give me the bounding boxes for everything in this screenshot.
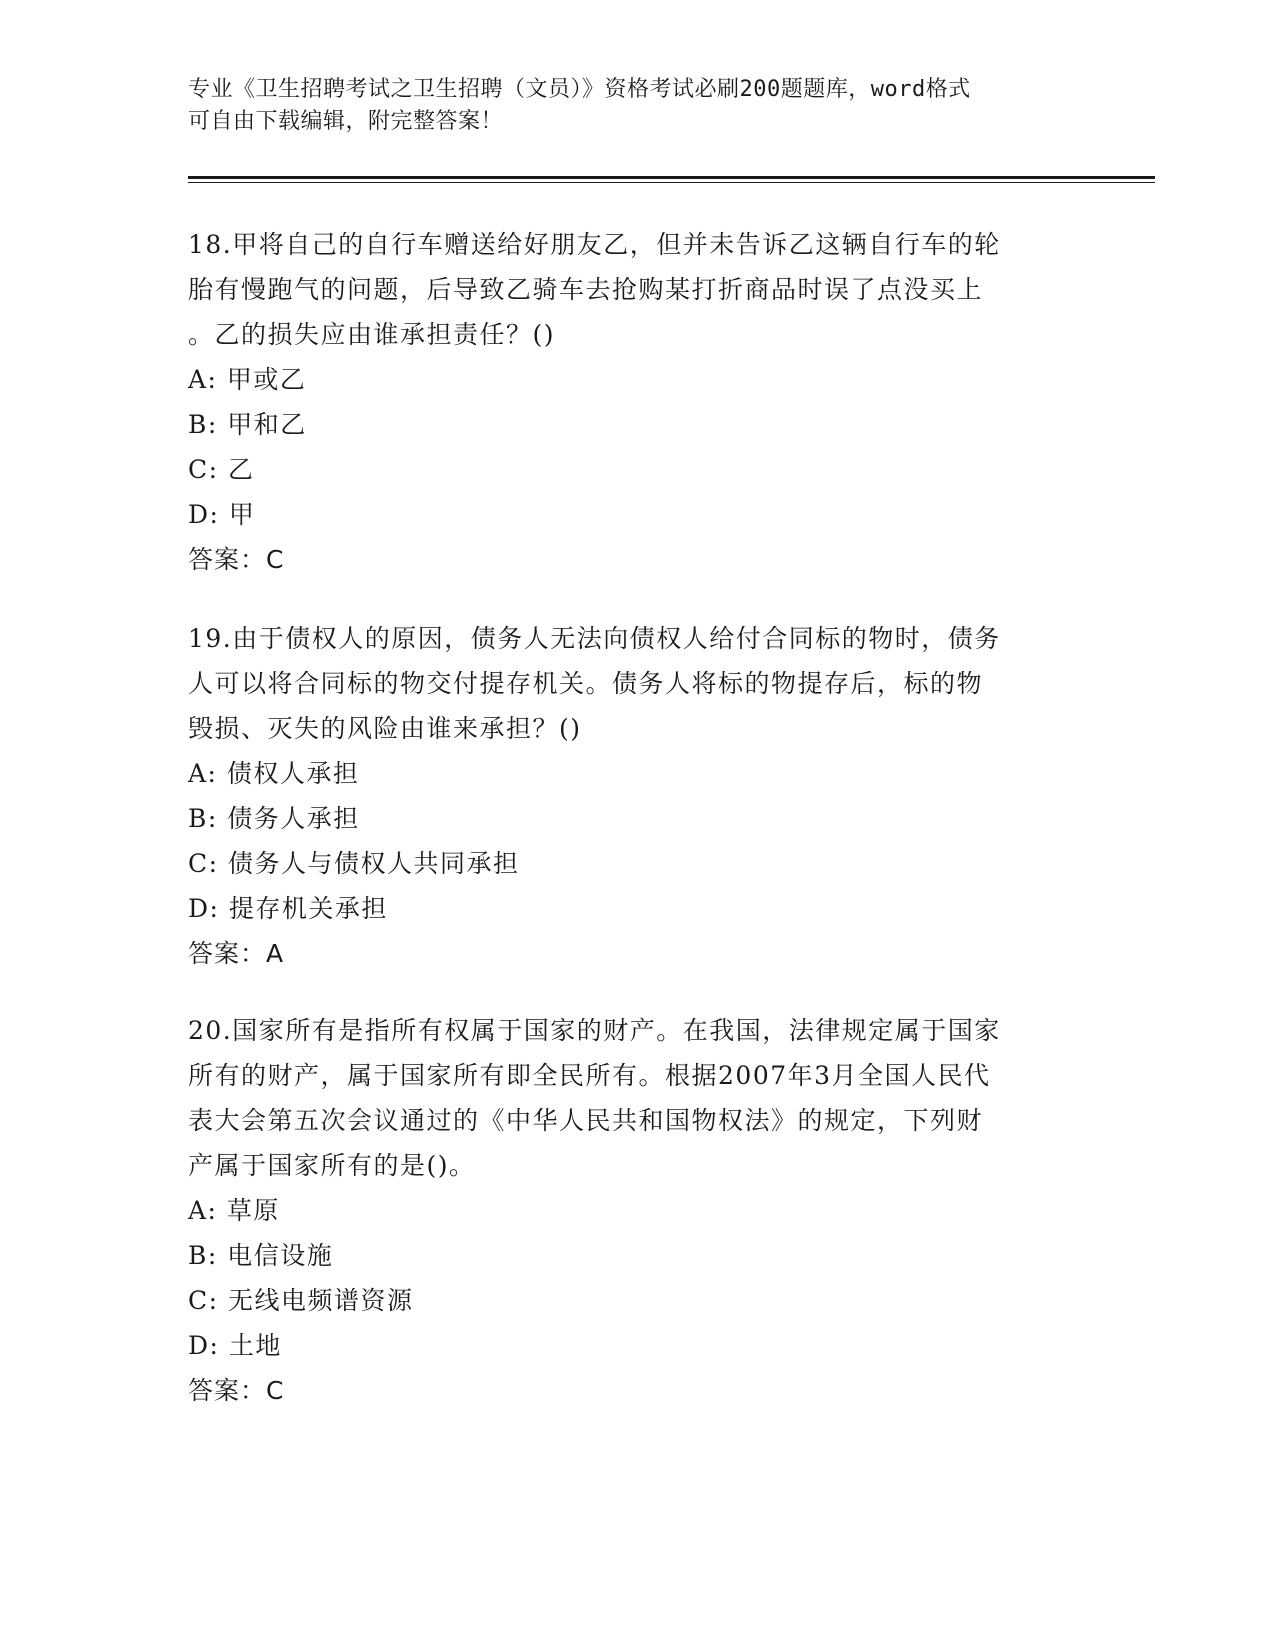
stem-line: 20.国家所有是指所有权属于国家的财产。在我国，法律规定属于国家 — [188, 1016, 1001, 1045]
option-a: A: 债权人承担 — [188, 759, 360, 788]
answer-line: 答案：C — [188, 1376, 285, 1405]
header-line-1: 专业《卫生招聘考试之卫生招聘（文员）》资格考试必刷200题题库，word格式 — [188, 77, 971, 102]
option-d: D: 甲 — [188, 500, 256, 529]
document-header — [188, 74, 1088, 138]
option-d: D: 提存机关承担 — [188, 894, 388, 923]
option-c: C: 债务人与债权人共同承担 — [188, 849, 520, 878]
header-line-2: 可自由下载编辑，附完整答案！ — [188, 109, 504, 134]
stem-line: 所有的财产，属于国家所有即全民所有。根据2007年3月全国人民代 — [188, 1061, 991, 1090]
option-a: A: 甲或乙 — [188, 365, 307, 394]
header-divider-thin — [188, 182, 1155, 183]
question-stem — [188, 1008, 1088, 1188]
option-b: B: 甲和乙 — [188, 410, 307, 439]
question-18 — [188, 222, 1088, 582]
option-a: A: 草原 — [188, 1196, 280, 1225]
question-stem — [188, 222, 1088, 357]
stem-line: 19.由于债权人的原因，债务人无法向债权人给付合同标的物时，债务 — [188, 624, 1001, 653]
option-d: D: 土地 — [188, 1331, 282, 1360]
question-19 — [188, 616, 1088, 976]
stem-line: 18.甲将自己的自行车赠送给好朋友乙，但并未告诉乙这辆自行车的轮 — [188, 230, 1001, 259]
stem-line: 毁损、灭失的风险由谁来承担？() — [188, 714, 582, 743]
option-c: C: 乙 — [188, 455, 255, 484]
option-b: B: 债务人承担 — [188, 804, 360, 833]
answer-line: 答案：A — [188, 939, 285, 968]
option-c: C: 无线电频谱资源 — [188, 1286, 414, 1315]
stem-line: 胎有慢跑气的问题，后导致乙骑车去抢购某打折商品时误了点没买上 — [188, 275, 984, 304]
stem-line: 。乙的损失应由谁承担责任？() — [188, 320, 556, 349]
stem-line: 产属于国家所有的是()。 — [188, 1151, 476, 1180]
question-20 — [188, 1008, 1088, 1413]
answer-line: 答案：C — [188, 545, 285, 574]
stem-line: 表大会第五次会议通过的《中华人民共和国物权法》的规定，下列财 — [188, 1106, 984, 1135]
question-stem — [188, 616, 1088, 751]
stem-line: 人可以将合同标的物交付提存机关。债务人将标的物提存后，标的物 — [188, 669, 984, 698]
option-b: B: 电信设施 — [188, 1241, 334, 1270]
header-divider-thick — [188, 176, 1155, 179]
